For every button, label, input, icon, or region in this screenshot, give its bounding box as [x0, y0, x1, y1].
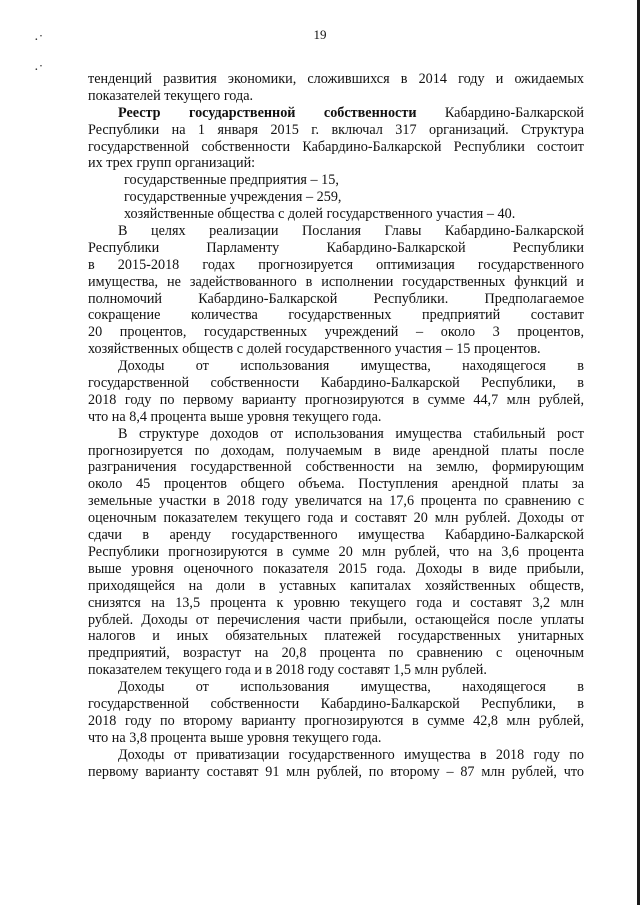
text-line: имущества, не задействованного в исполнении государственных функций и — [88, 273, 584, 290]
page-number: 19 — [313, 27, 327, 42]
list-item: государственные предприятия – 15, — [124, 172, 339, 189]
registry-heading-rest: Кабардино-Балкарской — [416, 104, 584, 121]
text-line: налогов и иных обязательных платежей государственных унитарных — [88, 628, 584, 645]
list-item: государственные учреждения – 259, — [124, 189, 342, 206]
text-line: сокращение количества государственных предприятий составит — [88, 307, 584, 324]
punch-mark: ·˙ — [34, 33, 44, 48]
text-line: Доходы от приватизации государственного имущества в 2018 году по — [118, 746, 584, 763]
text-line: показателем текущего года и в 2018 году составят 1,5 млн рублей. — [88, 662, 487, 679]
text-line: сдачи в аренду государственного имущества Кабардино-Балкарской — [88, 527, 584, 544]
list-item: хозяйственные общества с долей государственного участия – 40. — [124, 206, 516, 223]
text-line: 2018 году по первому варианту прогнозируются в сумме 44,7 млн рублей, — [88, 391, 584, 408]
body-text — [88, 71, 584, 780]
text-line: предприятий, возрастут на 20,8 процента по сравнению с оценочным — [88, 645, 584, 662]
text-line: рублей. Доходы от перечисления части прибыли, остающейся после уплаты — [88, 611, 584, 628]
text-line: приходящейся на доли в уставных капиталах хозяйственных обществ, — [88, 577, 584, 594]
text-line: государственной собственности Кабардино-Балкарской Республики, в — [88, 375, 584, 392]
text-line: выше уровня оценочного показателя 2015 года. Доходы в виде прибыли, — [88, 560, 584, 577]
text-line: первому варианту составят 91 млн рублей, по второму – 87 млн рублей, что — [88, 763, 584, 780]
text-line: прогнозируется по доходам, получаемым в виде арендной платы после — [88, 442, 584, 459]
punch-mark: ·˙ — [34, 63, 44, 78]
text-line: 20 процентов, государственных учреждений – около 3 процентов, — [88, 324, 584, 341]
text-line: снизятся на 13,5 процента к уровню текущего года и составят 3,2 млн — [88, 594, 584, 611]
text-line: Республики прогнозируются в сумме 20 млн рублей, что на 3,6 процента — [88, 543, 584, 560]
text-line: Доходы от использования имущества, находящегося в — [118, 679, 584, 696]
text-line: государственной собственности Кабардино-Балкарской Республики, в — [88, 695, 584, 712]
text-line: тенденций развития экономики, сложившихся в 2014 году и ожидаемых — [88, 71, 584, 87]
text-line: В структуре доходов от использования имущества стабильный рост — [118, 425, 584, 442]
text-line: Республики Парламенту Кабардино-Балкарской Республики — [88, 239, 584, 256]
text-line: что на 8,4 процента выше уровня текущего года. — [88, 408, 382, 425]
text-line: разграничения государственной собственности на землю, формирующим — [88, 459, 584, 476]
text-line: в 2015-2018 годах прогнозируется оптимизация государственного — [88, 256, 584, 273]
text-line: полномочий Кабардино-Балкарской Республики. Предполагаемое — [88, 290, 584, 307]
registry-heading: Реестр государственной собственности — [118, 104, 417, 121]
text-line: что на 3,8 процента выше уровня текущего года. — [88, 729, 382, 746]
text-line: Доходы от использования имущества, находящегося в — [118, 358, 584, 375]
text-line: их трех групп организаций: — [88, 155, 256, 172]
text-line: государственной собственности Кабардино-Балкарской Республики состоит — [88, 138, 584, 155]
text-line: хозяйственных обществ с долей государственного участия – 15 процентов. — [88, 341, 541, 358]
text-line: земельные участки в 2018 году увеличатся на 17,6 процента по сравнению с — [88, 493, 584, 510]
text-line: Республики на 1 января 2015 г. включал 317 организаций. Структура — [88, 121, 584, 138]
text-line — [88, 105, 584, 122]
text-line: оценочным показателем текущего года и составят 20 млн рублей. Доходы от — [88, 510, 584, 527]
text-line: В целях реализации Послания Главы Кабардино-Балкарской — [118, 223, 584, 240]
text-line: показателей текущего года. — [88, 87, 254, 104]
text-line: 2018 году по второму варианту прогнозируются в сумме 42,8 млн рублей, — [88, 712, 584, 729]
text-line: около 45 процентов общего объема. Поступления арендной платы за — [88, 476, 584, 493]
